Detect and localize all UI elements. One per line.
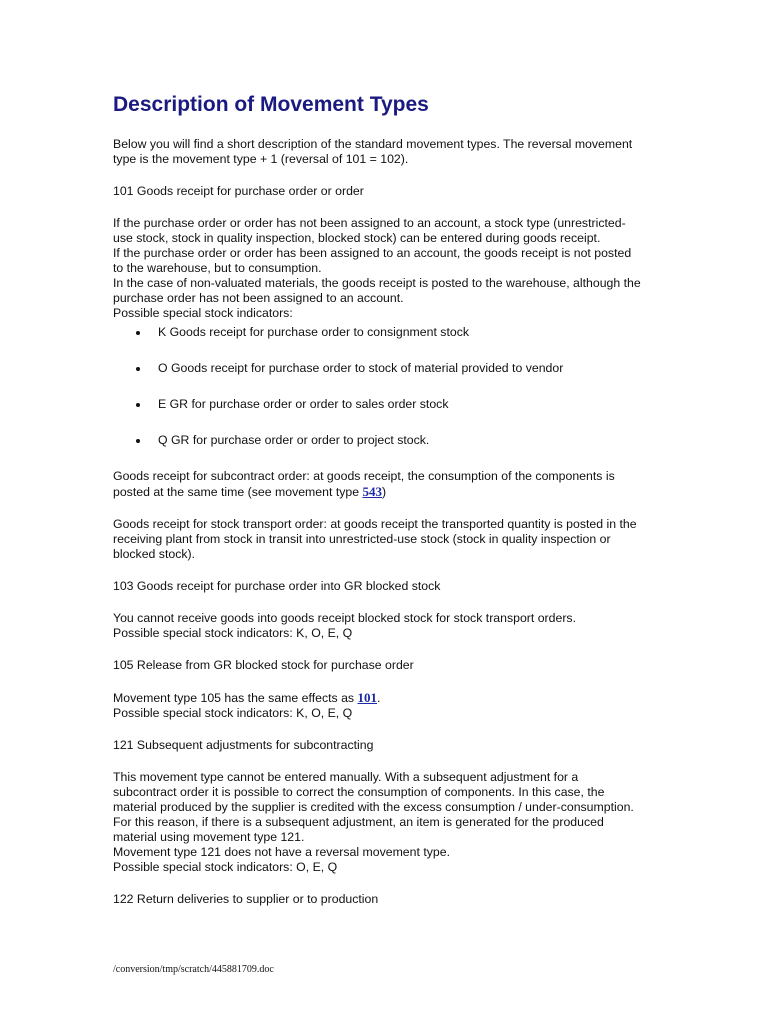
special-stock-list [113,325,658,448]
intro-paragraph [113,137,658,167]
paragraph-line: Possible special stock indicators: K, O, E, Q [113,706,353,720]
section-105-paragraph [113,690,658,721]
document-page [113,92,658,924]
subcontract-paragraph [113,469,658,500]
page-title: Description of Movement Types [113,93,429,116]
paragraph-line: material using movement type 121. [113,830,305,844]
paragraph-text: Movement type 105 has the same effects as [113,691,358,705]
paragraph-line: If the purchase order or order has not been assigned to an account, a stock type (unrestricted- [113,216,626,230]
section-heading-122: 122 Return deliveries to supplier or to production [113,892,379,906]
list-item: Q GR for purchase order or order to project stock. [113,433,658,448]
paragraph-line: Movement type 121 does not have a reversal movement type. [113,845,450,859]
section-heading-103: 103 Goods receipt for purchase order into GR blocked stock [113,579,441,593]
list-item: O Goods receipt for purchase order to stock of material provided to vendor [113,361,658,376]
section-103-paragraph [113,611,658,641]
paragraph-line: purchase order has not been assigned to an account. [113,291,404,305]
paragraph-line: Possible special stock indicators: [113,306,293,320]
list-item: E GR for purchase order or order to sales order stock [113,397,658,412]
paragraph-line: use stock, stock in quality inspection, blocked stock) can be entered during goods receipt. [113,231,601,245]
section-heading-105: 105 Release from GR blocked stock for purchase order [113,658,414,672]
paragraph-line: Possible special stock indicators: O, E, Q [113,860,338,874]
intro-line: type is the movement type + 1 (reversal of 101 = 102). [113,152,409,166]
footer-file-path: /conversion/tmp/scratch/445881709.doc [113,964,274,975]
paragraph-line: subcontract order it is possible to correct the consumption of components. In this case, the [113,785,605,799]
paragraph-line: For this reason, if there is a subsequent adjustment, an item is generated for the produced [113,815,604,829]
paragraph-line: to the warehouse, but to consumption. [113,261,322,275]
paragraph-line: Goods receipt for subcontract order: at goods receipt, the consumption of the components is [113,469,615,483]
paragraph-line: This movement type cannot be entered manually. With a subsequent adjustment for a [113,770,579,784]
paragraph-line: posted at the same time (see movement type [113,485,363,499]
section-heading-101: 101 Goods receipt for purchase order or order [113,184,364,198]
link-543[interactable]: 543 [362,484,382,499]
stock-transport-paragraph [113,517,658,562]
paragraph-line: If the purchase order or order has been assigned to an account, the goods receipt is not posted [113,246,632,260]
paragraph-line: You cannot receive goods into goods receipt blocked stock for stock transport orders. [113,611,576,625]
paragraph-line: receiving plant from stock in transit into unrestricted-use stock (stock in quality inspection or [113,532,611,546]
paragraph-line: In the case of non-valuated materials, the goods receipt is posted to the warehouse, although the [113,276,641,290]
section-121-paragraph [113,770,658,875]
paragraph-line: Possible special stock indicators: K, O, E, Q [113,626,353,640]
list-item: K Goods receipt for purchase order to consignment stock [113,325,658,340]
paragraph-line: Goods receipt for stock transport order: at goods receipt the transported quantity is posted in the [113,517,637,531]
intro-line: Below you will find a short description of the standard movement types. The reversal movement [113,137,633,151]
paragraph-text: ) [381,485,387,499]
section-heading-121: 121 Subsequent adjustments for subcontracting [113,738,374,752]
paragraph-line: blocked stock). [113,547,196,561]
paragraph-text: . [376,691,381,705]
link-101[interactable]: 101 [357,690,377,705]
section-101-paragraph [113,216,658,321]
paragraph-line: material produced by the supplier is credited with the excess consumption / under-consumption. [113,800,634,814]
